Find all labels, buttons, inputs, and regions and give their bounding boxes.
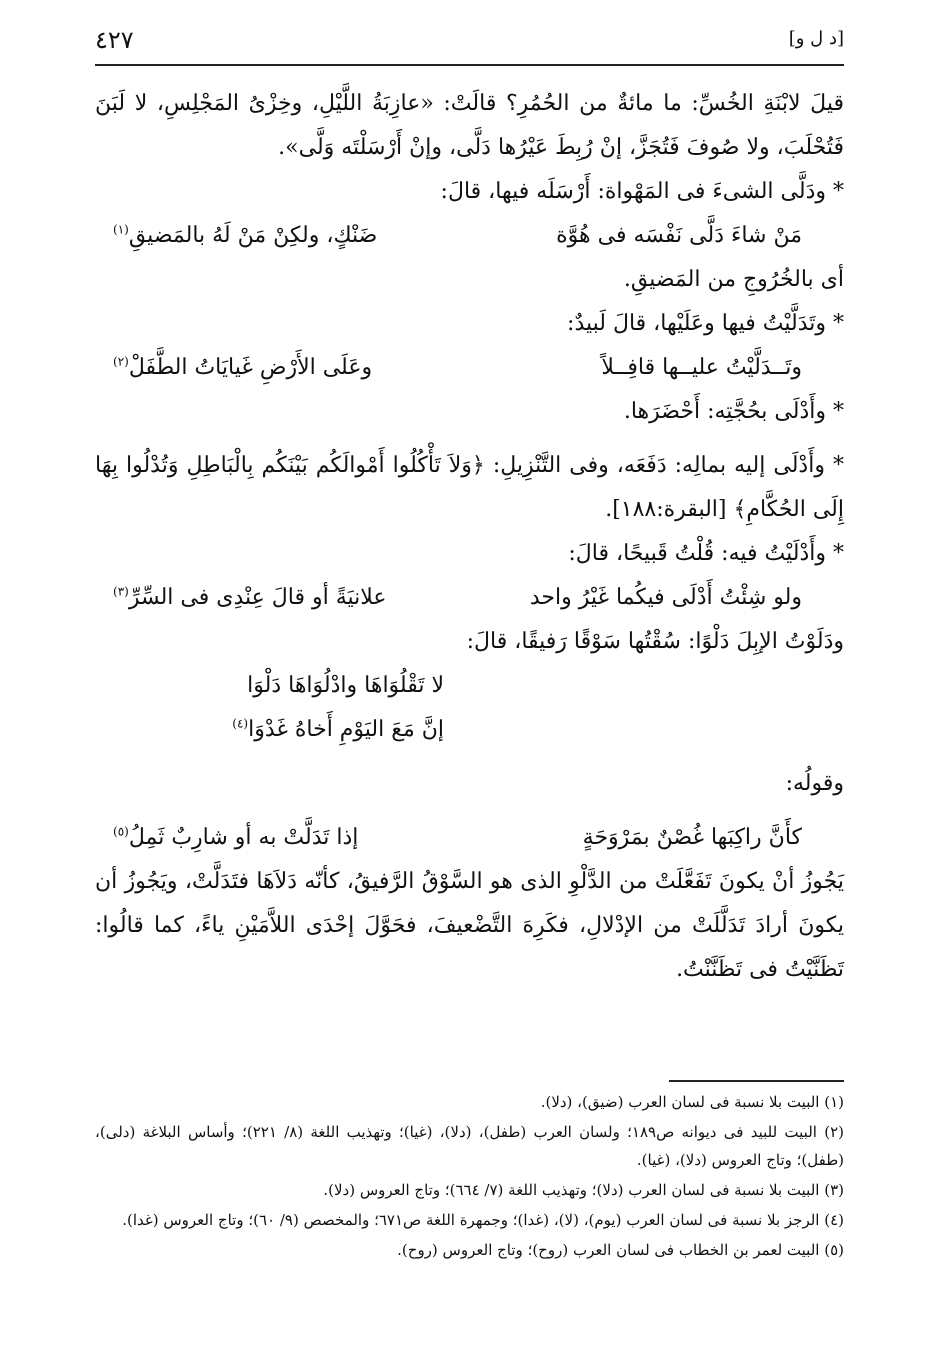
entry-paragraph: * وأَدْلَيْتُ فيه: قُلْتُ قَبيحًا، قالَ: xyxy=(568,541,844,566)
footnote-marker: (٢) xyxy=(113,354,129,369)
footnotes xyxy=(95,1088,844,1266)
verse-text: علانيَةً أو قالَ عِنْدِى فى السِّرِّ xyxy=(128,585,387,610)
footnote-marker: (١) xyxy=(113,222,129,237)
paragraph: وقولُه: xyxy=(785,771,844,796)
header-divider xyxy=(95,64,844,66)
rajaz-line xyxy=(95,708,844,752)
entry-paragraph: * ودَلَّى الشىءَ فى المَهْواة: أَرْسَلَه فيها، قالَ: xyxy=(440,179,844,204)
poetry-verse xyxy=(95,576,844,620)
poetry-verse xyxy=(95,214,844,258)
verse-text: إذا تَدَلَّتْ به أو شارِبٌ ثَمِلُ xyxy=(128,825,359,850)
verse-text: إنَّ مَعَ اليَوْمِ أَخاهُ غَدْوَا xyxy=(248,717,444,742)
main-text xyxy=(95,82,844,992)
rajaz-line: لا تَقْلُوَاهَا وادْلُوَاهَا دَلْوَا xyxy=(247,673,444,698)
verse-text: ضَنْكٍ، ولكِنْ مَنْ لَهُ بالمَضيقِ xyxy=(128,223,378,248)
root-label: [د ل و] xyxy=(788,28,844,49)
paragraph: ودَلَوْتُ الإبِلَ دَلْوًا: سُقْتُها سَوْقًا رَفيقًا، قالَ: xyxy=(466,629,844,654)
verse-second-hemistich xyxy=(113,346,372,390)
verse-text: وعَلَى الأَرْضِ غَيايَاتُ الطَّفَلْ xyxy=(128,355,373,380)
entry-paragraph: * وتَدَلَّيْتُ فيها وعَلَيْها، قالَ لَبيدٌ: xyxy=(567,311,844,336)
footnote: (٤) الرجز بلا نسبة فى لسان العرب (يوم)، (لا)، (غدا)؛ وجمهرة اللغة ص٦٧١؛ والمخصص (٩/ ٦٠)؛ وتاج العروس (غدا). xyxy=(122,1211,844,1229)
paragraph: يَجُوزُ أنْ يكونَ تَفَعَّلَتْ من الدَّلْوِ الذى هو السَّوْقُ الرَّفيقُ، كأنّه دَلاَهَا فتَدَلَّتْ، ويَجُوزُ أن يكونَ أرادَ تَدَلَّلَتْ من الإدْلالِ، فكَرِهَ التَّضْعيفَ، فحَوَّلَ إحْدَى اللاَّمَيْنِ ياءً، كما قالُوا: تَظَنَّيْتُ فى تَظَنَّنْتُ. xyxy=(95,869,844,982)
entry-paragraph: * وأَدْلَى إليه بمالِه: دَفَعَه، وفى التَّنْزِيلِ: ﴿وَلاَ تَأْكُلُوا أَمْوالَكُم بَيْنَكُم بِالْبَاطِلِ وَتُدْلُوا بِهَا إِلَى الحُكَّامِ﴾ [البقرة:١٨٨]. xyxy=(95,453,844,522)
entry-paragraph: * وأَدْلَى بحُجَّتِه: أَحْضَرَها. xyxy=(623,399,844,424)
paragraph: قيلَ لابْنَةِ الخُسِّ: ما مائةٌ من الحُمُرِ؟ قالَتْ: «عازِبَةُ اللَّيْلِ، وخِزْىُ المَجْلِسِ، لا لَبَنَ فَتُحْلَبَ، ولا صُوفَ فَتُجَزَّ، إنْ رُبِطَ عَيْرُها دَلَّى، وإنْ أَرْسَلْتَه وَلَّى». xyxy=(95,91,844,160)
footnote: (٢) البيت للبيد فى ديوانه ص١٨٩؛ ولسان العرب (طفل)، (دلا)، (غيا)؛ وتهذيب اللغة (٨/ ٢٢١)؛ وأساس البلاغة (دلى)، (طفل)؛ وتاج العروس (دلا)، (غيا). xyxy=(95,1123,844,1169)
verse-second-hemistich xyxy=(113,214,377,258)
verse-first-hemistich: مَنْ شاءَ دَلَّى نَفْسَه فى هُوَّة xyxy=(556,223,802,248)
verse-first-hemistich: وتَــدَلَّيْتُ عليــها قافِــلاً xyxy=(601,355,802,380)
paragraph: أى بالخُرُوجِ من المَضيقِ. xyxy=(623,267,844,292)
verse-first-hemistich: ولو شِئْتُ أَدْلَى فيكُما غَيْرُ واحد xyxy=(529,585,802,610)
verse-second-hemistich xyxy=(113,816,358,860)
page-header xyxy=(95,26,844,60)
footnote-marker: (٣) xyxy=(113,584,129,599)
page-number: ٤٢٧ xyxy=(95,26,134,54)
footnote: (١) البيت بلا نسبة فى لسان العرب (ضيق)، (دلا). xyxy=(540,1093,844,1111)
footnote-marker: (٤) xyxy=(232,716,249,731)
footnote-divider xyxy=(669,1080,844,1082)
poetry-verse xyxy=(95,816,844,860)
footnote-marker: (٥) xyxy=(113,824,129,839)
footnote: (٣) البيت بلا نسبة فى لسان العرب (دلا)؛ وتهذيب اللغة (٧/ ٦٦٤)؛ وتاج العروس (دلا). xyxy=(323,1181,844,1199)
footnote: (٥) البيت لعمر بن الخطاب فى لسان العرب (روح)؛ وتاج العروس (روح). xyxy=(397,1241,844,1259)
verse-first-hemistich: كأَنَّ راكِبَها غُصْنٌ بمَرْوَحَةٍ xyxy=(582,825,802,850)
verse-second-hemistich xyxy=(113,576,387,620)
poetry-verse xyxy=(95,346,844,390)
